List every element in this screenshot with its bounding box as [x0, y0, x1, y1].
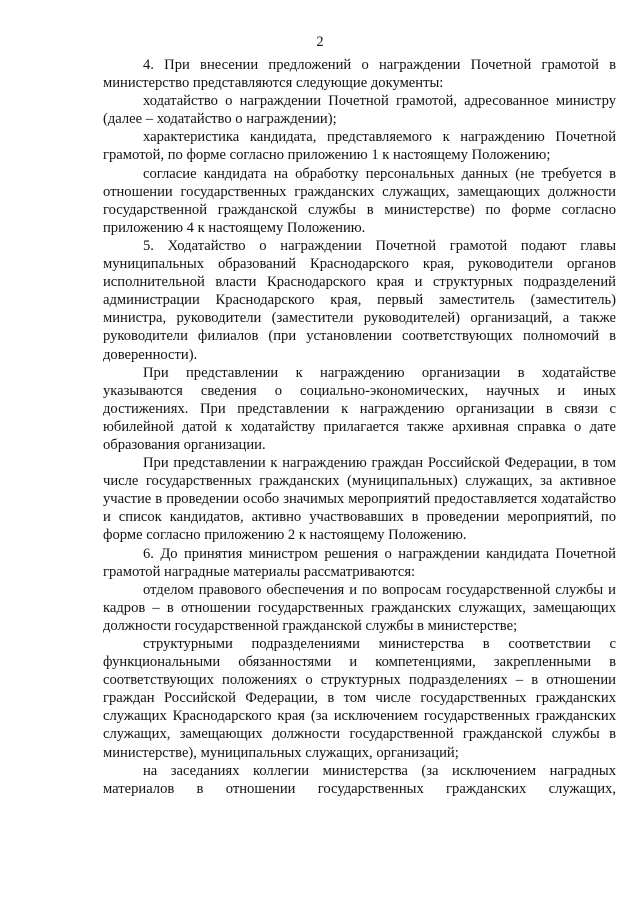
document-body [103, 56, 616, 798]
paragraph-6-review-intro: 6. До принятия министром решения о награждении кандидата Почетной грамотой наградные материалы рассматриваются: [103, 545, 616, 580]
paragraph-petition-item: ходатайство о награждении Почетной грамотой, адресованное министру (далее – ходатайство о награждении); [103, 93, 616, 128]
paragraph-organization-award: При представлении к награждению организации в ходатайстве указываются сведения о социально-экономических, научных и иных достижениях. При представлении к награждению организации в связи с юбилейной датой к ходатайству прилагается также архивная справка о дате образования организации. [103, 364, 616, 453]
page-number: 2 [316, 34, 324, 50]
paragraph-legal-department-review: отделом правового обеспечения и по вопросам государственной службы и кадров – в отношении государственных гражданских служащих, замещающих должности государственной гражданской службы в министерстве; [103, 581, 616, 634]
paragraph-collegium-review: на заседаниях коллегии министерства (за исключением наградных материалов в отношении государственных гражданских служащих, [103, 762, 616, 797]
paragraph-citizens-award: При представлении к награждению граждан Российской Федерации, в том числе государственных гражданских (муниципальных) служащих, за активное участие в проведении особо значимых мероприятий предоставляется ходатайство и список кандидатов, активно участвовавших в проведении мероприятий, по форме согласно приложению 2 к настоящему Положению. [103, 455, 616, 544]
paragraph-consent-item: согласие кандидата на обработку персональных данных (не требуется в отношении государственных гражданских служащих, замещающих должности государственной гражданской службы в министерстве) по форме согласно приложению 4 к настоящему Положению. [103, 165, 616, 236]
paragraph-characteristic-item: характеристика кандидата, представляемого к награждению Почетной грамотой, по форме согласно приложению 1 к настоящему Положению; [103, 129, 616, 164]
paragraph-structural-units-review: структурными подразделениями министерства в соответствии с функциональными обязанностями и компетенциями, закрепленными в соответствующих положениях о структурных подразделениях – в отношении граждан Российской Федерации, в том числе государственных гражданских служащих Краснодарского края (за исключением государственных гражданских служащих, замещающих должности государственной гражданской службы в министерстве), муниципальных служащих, организаций; [103, 636, 616, 761]
paragraph-5-petition-submitters: 5. Ходатайство о награждении Почетной грамотой подают главы муниципальных образований Краснодарского края, руководители органов исполнительной власти Краснодарского края и структурных подразделений администрации Краснодарского края, первый заместитель (заместитель) министра, руководители (заместители руководителей) организаций, а также руководители филиалов (при установлении соответствующих полномочий в доверенности). [103, 237, 616, 363]
paragraph-4-intro: 4. При внесении предложений о награждении Почетной грамотой в министерство представляются следующие документы: [103, 57, 616, 92]
